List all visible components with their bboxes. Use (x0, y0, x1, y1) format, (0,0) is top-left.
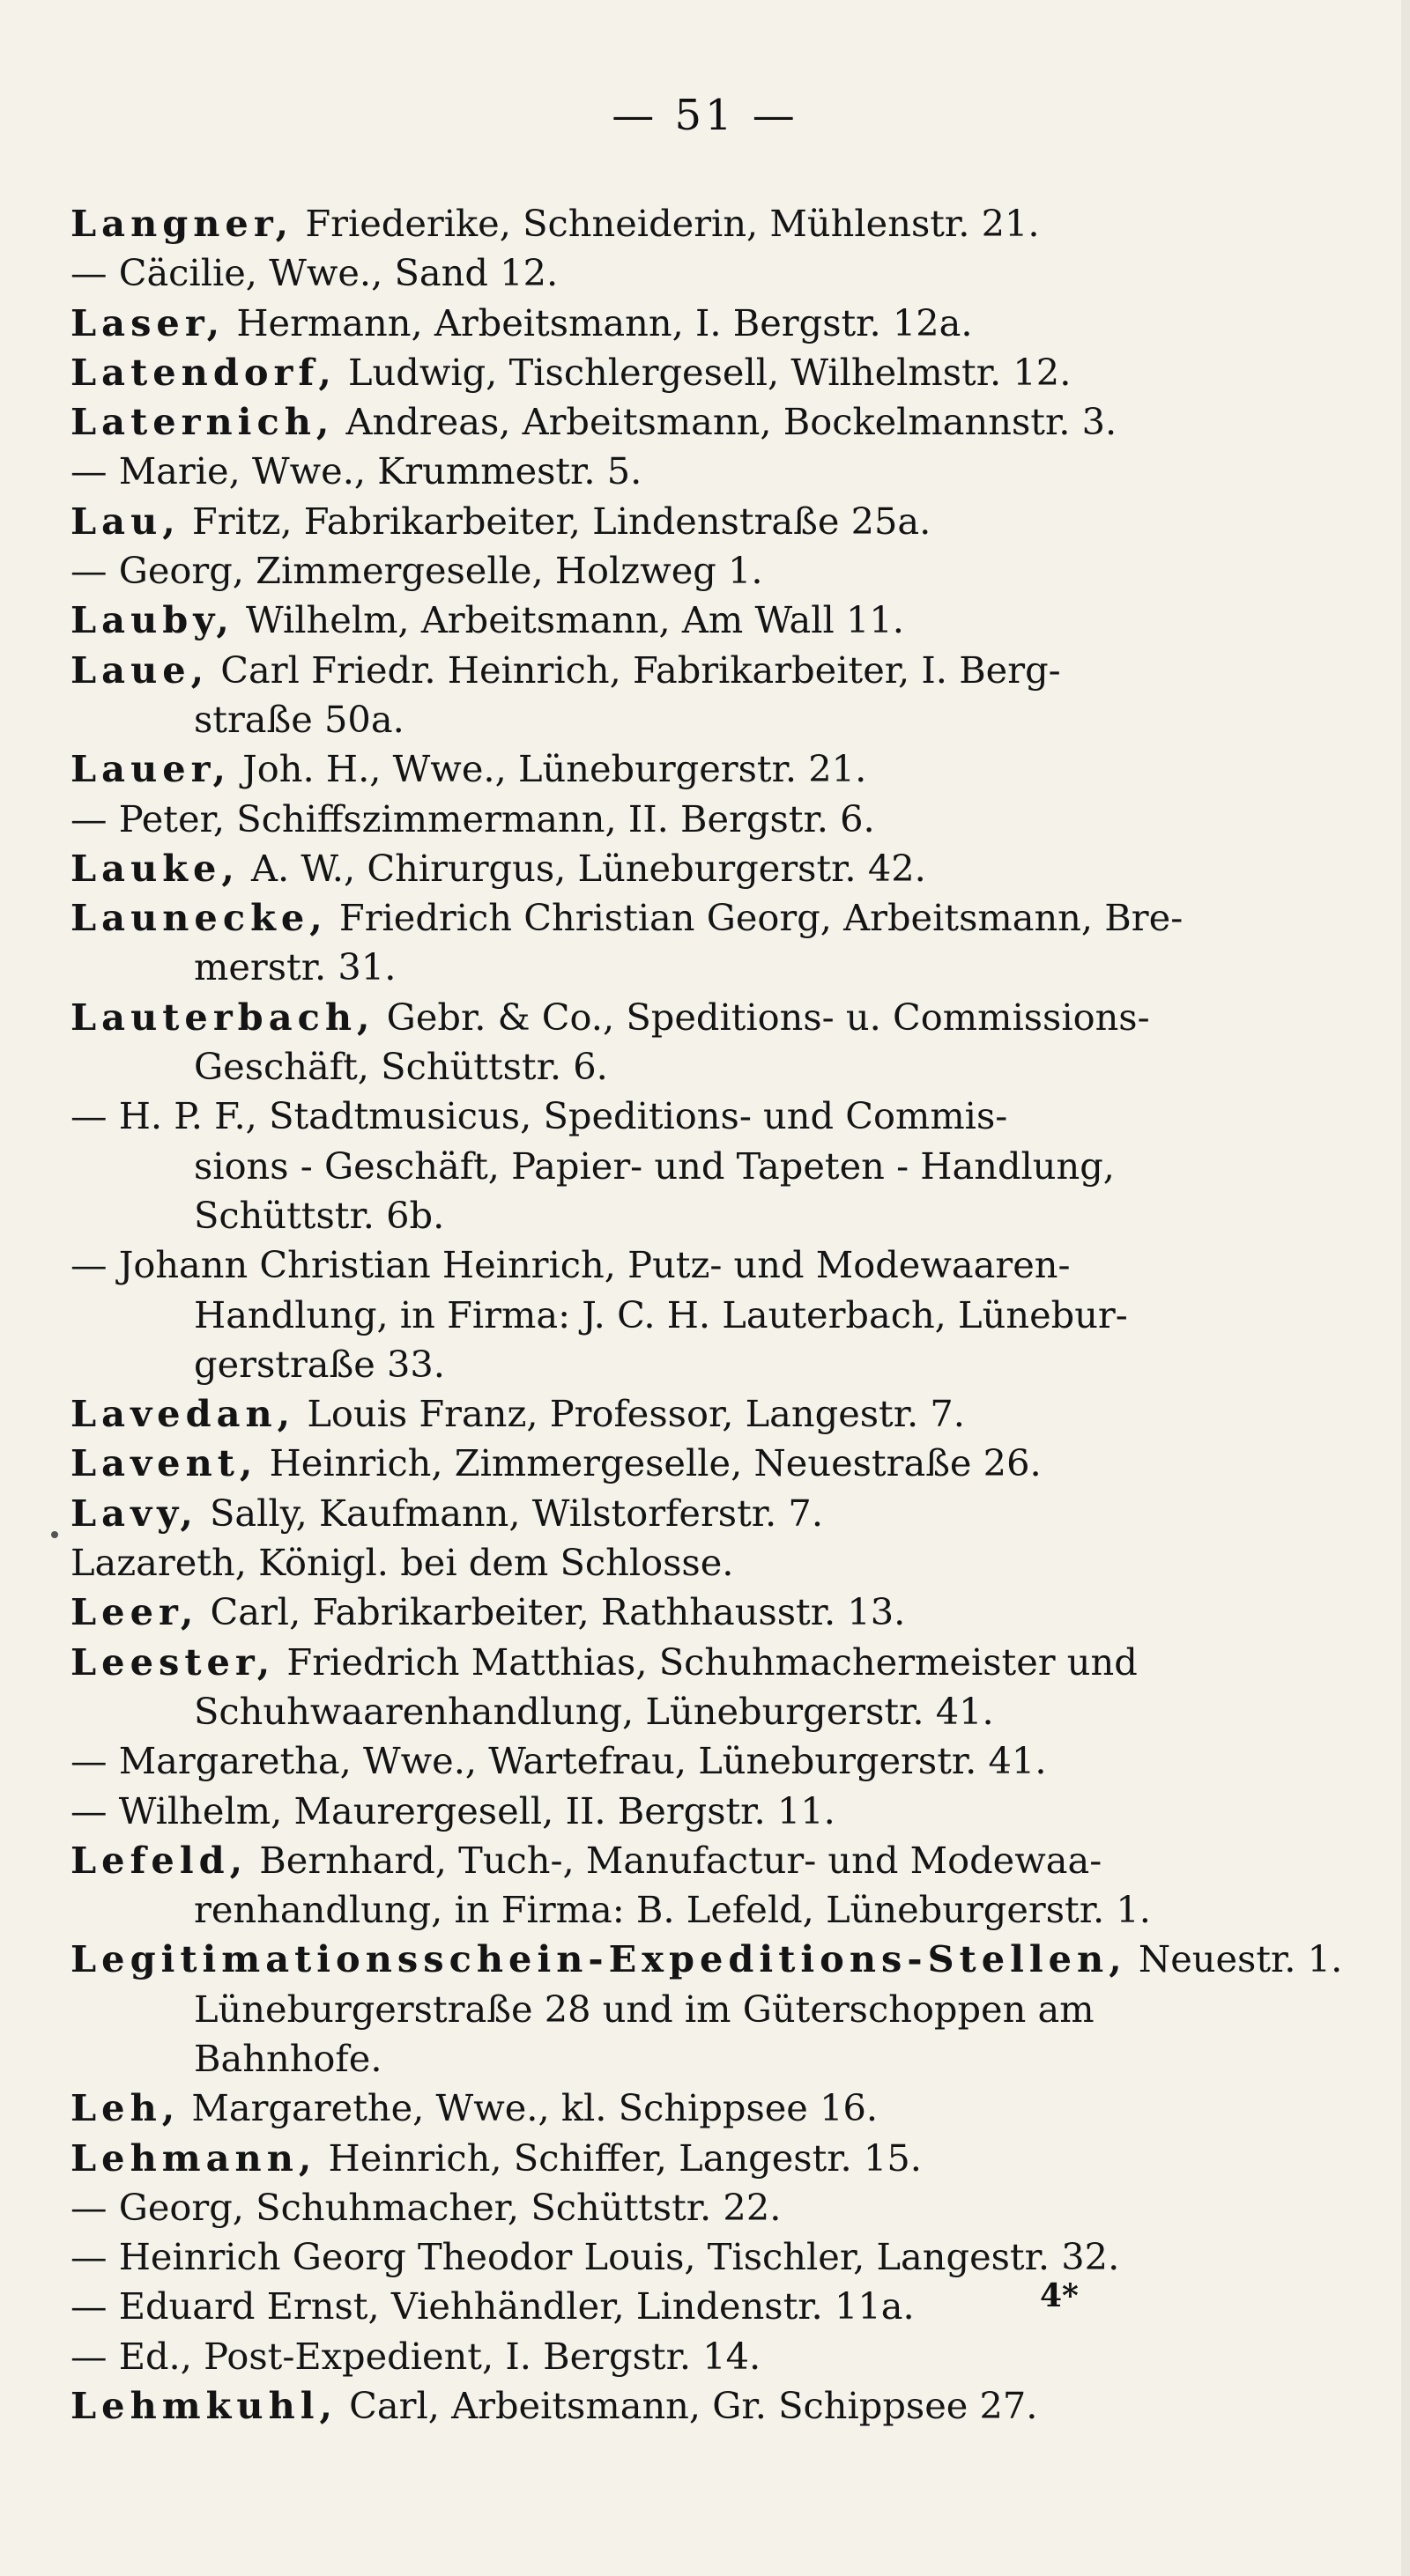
directory-line (70, 1489, 1262, 1538)
entry-details: Fritz, Fabrikarbeiter, Lindenstraße 25a. (180, 499, 931, 543)
entry-details: Bahnhofe. (194, 2036, 382, 2080)
directory-line (70, 1092, 1262, 1141)
entry-surname: Leester, (70, 1640, 276, 1684)
entry-surname: Lauby, (70, 598, 234, 642)
entry-surname: Launecke, (70, 896, 328, 940)
page-number: — 51 — (612, 91, 798, 140)
entry-surname: Lauterbach, (70, 995, 375, 1039)
entry-details: — Marie, Wwe., Krummestr. 5. (70, 449, 642, 493)
directory-line (70, 1787, 1262, 1836)
entry-surname: Legitimationsschein-Expeditions-Stellen, (70, 1937, 1127, 1981)
entry-surname: Laternich, (70, 400, 335, 444)
entry-details: — Wilhelm, Maurergesell, II. Bergstr. 11. (70, 1788, 835, 1832)
directory-line (70, 943, 1262, 992)
directory-line (70, 2332, 1262, 2381)
directory-line (70, 1538, 1262, 1588)
entry-surname: Leh, (70, 2086, 181, 2130)
directory-line (70, 199, 1262, 248)
entry-details: A. W., Chirurgus, Lüneburgerstr. 42. (239, 846, 926, 890)
entry-surname: Lavedan, (70, 1392, 296, 1436)
directory-line (70, 2034, 1262, 2084)
directory-line (70, 993, 1262, 1042)
entry-details: Handlung, in Firma: J. C. H. Lauterbach, Lünebur- (194, 1292, 1128, 1336)
directory-line (70, 1588, 1262, 1637)
directory-line (70, 248, 1262, 298)
entry-details: Margarethe, Wwe., kl. Schippsee 16. (180, 2086, 879, 2130)
directory-line (70, 893, 1262, 943)
directory-line (70, 2282, 1262, 2331)
entry-details: Carl, Fabrikarbeiter, Rathhausstr. 13. (198, 1590, 906, 1634)
directory-line (70, 1142, 1262, 1191)
entry-details: Hermann, Arbeitsmann, I. Bergstr. 12a. (225, 300, 973, 344)
directory-line (70, 695, 1262, 744)
entry-details: — Margaretha, Wwe., Wartefrau, Lüneburgerstr. 41. (70, 1739, 1047, 1783)
entry-details: — Georg, Zimmergeselle, Holzweg 1. (70, 549, 763, 593)
directory-line (70, 447, 1262, 496)
directory-line (70, 2183, 1262, 2232)
directory-line (70, 844, 1262, 893)
entry-details: Wilhelm, Arbeitsmann, Am Wall 11. (234, 598, 904, 642)
entry-details: gerstraße 33. (194, 1342, 445, 1386)
directory-line (70, 646, 1262, 695)
directory-line (70, 1638, 1262, 1687)
entry-surname: Lavent, (70, 1441, 258, 1485)
entry-details: Gebr. & Co., Speditions- u. Commissions- (375, 995, 1150, 1039)
entry-surname: Latendorf, (70, 350, 337, 394)
entry-surname: Lau, (70, 499, 181, 543)
entry-details: Schuhwaarenhandlung, Lüneburgerstr. 41. (194, 1689, 994, 1733)
entry-details: — Peter, Schiffszimmermann, II. Bergstr. 6. (70, 796, 875, 840)
directory-line (70, 299, 1262, 348)
directory-line (70, 2134, 1262, 2183)
directory-line (70, 1885, 1262, 1935)
ink-speck (51, 1531, 58, 1538)
directory-line (70, 497, 1262, 546)
entry-details: — H. P. F., Stadtmusicus, Speditions- und Commis- (70, 1094, 1008, 1138)
entry-surname: Lefeld, (70, 1838, 249, 1882)
directory-line (70, 348, 1262, 397)
entry-surname: Laue, (70, 648, 210, 692)
directory-line (70, 1836, 1262, 1885)
entry-details: renhandlung, in Firma: B. Lefeld, Lüneburgerstr. 1. (194, 1888, 1151, 1932)
entry-details: — Eduard Ernst, Viehhändler, Lindenstr. 11a. (70, 2284, 915, 2328)
entry-details: Friedrich Christian Georg, Arbeitsmann, Bre- (327, 896, 1184, 940)
entry-details: Joh. H., Wwe., Lüneburgerstr. 21. (230, 747, 867, 791)
directory-line (70, 2084, 1262, 2133)
entry-surname: Lavy, (70, 1491, 198, 1535)
entry-surname: Leer, (70, 1590, 199, 1634)
entry-details: — Cäcilie, Wwe., Sand 12. (70, 251, 559, 295)
entry-surname: Lauer, (70, 747, 231, 791)
entry-surname: Lauke, (70, 846, 240, 890)
entry-surname: Lehmkuhl, (70, 2384, 338, 2428)
directory-line (70, 546, 1262, 596)
entry-surname: Laser, (70, 300, 226, 344)
entry-details: Schüttstr. 6b. (194, 1193, 445, 1237)
entry-surname: Langner, (70, 202, 294, 245)
directory-line (70, 1935, 1343, 1984)
entry-details: Heinrich, Schiffer, Langestr. 15. (316, 2136, 922, 2180)
entry-details: merstr. 31. (194, 945, 397, 989)
entry-details: — Heinrich Georg Theodor Louis, Tischler, Langestr. 32. (70, 2235, 1120, 2279)
entry-details: Louis Franz, Professor, Langestr. 7. (295, 1392, 965, 1436)
directory-line (70, 795, 1262, 844)
directory-entries (70, 199, 1343, 2431)
directory-line (70, 1389, 1262, 1439)
directory-line (70, 1042, 1262, 1092)
entry-details: Bernhard, Tuch-, Manufactur- und Modewaa- (248, 1838, 1102, 1882)
entry-details: — Georg, Schuhmacher, Schüttstr. 22. (70, 2185, 782, 2229)
printer-signature-mark: 4* (1040, 2277, 1079, 2314)
entry-details: Andreas, Arbeitsmann, Bockelmannstr. 3. (334, 400, 1117, 444)
directory-line (70, 1291, 1262, 1340)
entry-details: Lüneburgerstraße 28 und im Güterschoppen am (194, 1987, 1095, 2031)
directory-line (70, 397, 1262, 447)
directory-line (70, 744, 1262, 794)
directory-line (70, 596, 1262, 645)
entry-details: — Johann Christian Heinrich, Putz- und Modewaaren- (70, 1243, 1071, 1287)
directory-line (70, 1340, 1262, 1389)
directory-line (70, 2381, 1262, 2431)
directory-line (70, 1439, 1262, 1488)
entry-surname: Lehmann, (70, 2136, 317, 2180)
entry-details: Carl, Arbeitsmann, Gr. Schippsee 27. (337, 2384, 1038, 2428)
entry-details: Carl Friedr. Heinrich, Fabrikarbeiter, I. Berg- (209, 648, 1061, 692)
directory-line (70, 1687, 1262, 1736)
entry-details: Heinrich, Zimmergeselle, Neuestraße 26. (257, 1441, 1042, 1485)
directory-line (70, 1240, 1262, 1290)
entry-details: Sally, Kaufmann, Wilstorferstr. 7. (197, 1491, 824, 1535)
entry-details: Geschäft, Schüttstr. 6. (194, 1045, 608, 1089)
entry-details: Ludwig, Tischlergesell, Wilhelmstr. 12. (336, 350, 1072, 394)
entry-details: Friedrich Matthias, Schuhmachermeister und (275, 1640, 1138, 1684)
entry-details: sions - Geschäft, Papier- und Tapeten - Handlung, (194, 1144, 1115, 1188)
entry-details: Neuestr. 1. (1126, 1937, 1343, 1981)
directory-line (70, 1191, 1262, 1240)
directory-line (70, 1736, 1262, 1786)
directory-line (70, 1985, 1262, 2034)
entry-details: Lazareth, Königl. bei dem Schlosse. (70, 1541, 734, 1585)
entry-details: straße 50a. (194, 697, 404, 741)
entry-details: — Ed., Post-Expedient, I. Bergstr. 14. (70, 2334, 761, 2378)
directory-line (70, 2232, 1262, 2282)
entry-details: Friederike, Schneiderin, Mühlenstr. 21. (293, 202, 1040, 245)
